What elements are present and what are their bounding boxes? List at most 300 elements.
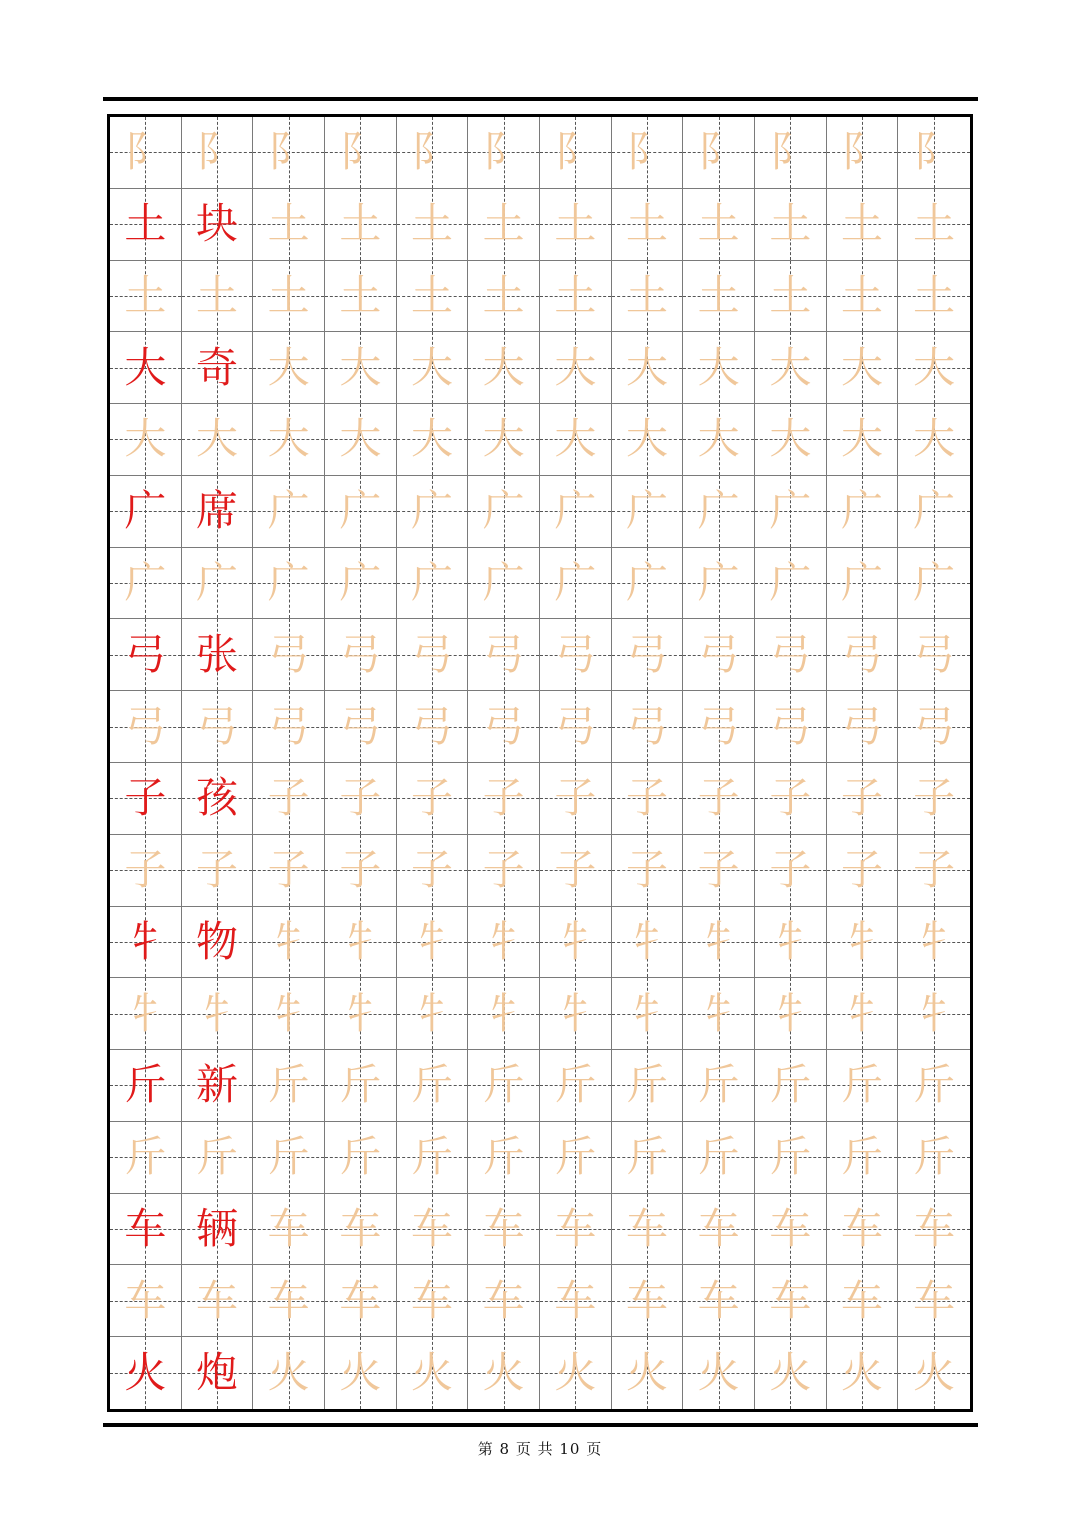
trace-character: 广 <box>697 558 740 608</box>
grid-cell <box>468 978 540 1050</box>
trace-character: 斤 <box>554 1132 597 1182</box>
grid-cell <box>540 332 612 404</box>
grid-cell <box>898 1265 970 1337</box>
grid-cell <box>325 261 397 333</box>
trace-character: 大 <box>840 414 883 464</box>
trace-character: 车 <box>913 1275 956 1325</box>
trace-character: 牜 <box>913 916 956 966</box>
grid-cell <box>468 835 540 907</box>
trace-character: 火 <box>913 1348 956 1398</box>
trace-character: 车 <box>195 1275 238 1325</box>
grid-cell <box>827 907 899 979</box>
trace-character: 弓 <box>267 629 310 679</box>
grid-cell <box>898 1050 970 1122</box>
grid-cell <box>827 763 899 835</box>
trace-character: 牜 <box>482 916 525 966</box>
grid-cell <box>110 261 182 333</box>
grid-cell <box>253 1194 325 1266</box>
trace-character: 车 <box>410 1275 453 1325</box>
trace-character: 牜 <box>195 988 238 1038</box>
trace-character: 车 <box>840 1275 883 1325</box>
trace-character: 牜 <box>339 916 382 966</box>
grid-cell <box>755 332 827 404</box>
grid-cell <box>325 332 397 404</box>
trace-character: 弓 <box>339 701 382 751</box>
trace-character: 子 <box>769 773 812 823</box>
grid-cell <box>612 548 684 620</box>
trace-character: 大 <box>124 414 167 464</box>
grid-cell <box>253 978 325 1050</box>
grid-cell <box>182 907 254 979</box>
trace-character: 车 <box>913 1204 956 1254</box>
trace-character: 车 <box>339 1204 382 1254</box>
trace-character: 弓 <box>769 701 812 751</box>
grid-cell <box>898 548 970 620</box>
grid-cell <box>612 1050 684 1122</box>
grid-cell <box>683 332 755 404</box>
grid-cell <box>612 691 684 763</box>
grid-cell <box>325 1337 397 1409</box>
grid-cell <box>827 619 899 691</box>
trace-character: 土 <box>840 270 883 320</box>
trace-character: 广 <box>124 558 167 608</box>
grid-cell <box>755 691 827 763</box>
trace-character: 子 <box>195 845 238 895</box>
grid-cell <box>468 1122 540 1194</box>
trace-character: 土 <box>697 199 740 249</box>
trace-character: 广 <box>840 486 883 536</box>
trace-character: 广 <box>267 558 310 608</box>
trace-character: 广 <box>410 558 453 608</box>
trace-character: 牜 <box>410 988 453 1038</box>
grid-cell <box>325 691 397 763</box>
trace-character: 广 <box>769 486 812 536</box>
grid-cell <box>755 1194 827 1266</box>
trace-character: 子 <box>124 845 167 895</box>
grid-cell <box>898 476 970 548</box>
trace-character: 广 <box>697 486 740 536</box>
grid-cell <box>612 763 684 835</box>
trace-character: 斤 <box>339 1132 382 1182</box>
trace-character: 子 <box>840 773 883 823</box>
trace-character: 土 <box>124 270 167 320</box>
grid-cell <box>827 835 899 907</box>
grid-cell <box>898 907 970 979</box>
page-number: 第 8 页 共 10 页 <box>477 1440 603 1458</box>
trace-character: 子 <box>697 773 740 823</box>
trace-character: 牜 <box>840 988 883 1038</box>
trace-character: 车 <box>697 1275 740 1325</box>
trace-character: 弓 <box>625 701 668 751</box>
trace-character: 车 <box>482 1275 525 1325</box>
grid-cell <box>898 1337 970 1409</box>
grid-cell <box>325 1194 397 1266</box>
trace-character: 弓 <box>840 629 883 679</box>
trace-character: 广 <box>625 486 668 536</box>
trace-character: 广 <box>482 486 525 536</box>
grid-cell <box>827 1050 899 1122</box>
grid-cell <box>182 1122 254 1194</box>
trace-character: 牜 <box>769 916 812 966</box>
grid-cell <box>397 548 469 620</box>
grid-cell <box>468 1050 540 1122</box>
grid-cell <box>325 476 397 548</box>
grid-cell <box>397 1265 469 1337</box>
grid-cell <box>540 548 612 620</box>
trace-character: 阝 <box>339 127 382 177</box>
trace-character: 牜 <box>410 916 453 966</box>
trace-character: 大 <box>482 414 525 464</box>
trace-character: 广 <box>410 486 453 536</box>
example-word-character: 块 <box>195 199 238 249</box>
trace-character: 广 <box>625 558 668 608</box>
grid-cell <box>540 189 612 261</box>
trace-character: 斤 <box>410 1060 453 1110</box>
grid-cell <box>325 548 397 620</box>
trace-character: 车 <box>697 1204 740 1254</box>
grid-cell <box>253 835 325 907</box>
trace-character: 车 <box>840 1204 883 1254</box>
grid-cell <box>755 763 827 835</box>
grid-cell <box>827 1337 899 1409</box>
trace-character: 牜 <box>913 988 956 1038</box>
trace-character: 阝 <box>913 127 956 177</box>
grid-cell <box>253 907 325 979</box>
trace-character: 车 <box>267 1275 310 1325</box>
example-word-character: 张 <box>195 629 238 679</box>
trace-character: 火 <box>625 1348 668 1398</box>
trace-character: 斤 <box>913 1060 956 1110</box>
trace-character: 车 <box>410 1204 453 1254</box>
grid-cell <box>253 332 325 404</box>
trace-character: 子 <box>339 773 382 823</box>
grid-cell <box>827 189 899 261</box>
trace-character: 牜 <box>554 988 597 1038</box>
trace-character: 子 <box>267 773 310 823</box>
grid-cell <box>397 835 469 907</box>
grid-cell <box>898 1122 970 1194</box>
trace-character: 火 <box>840 1348 883 1398</box>
grid-cell <box>182 404 254 476</box>
model-character: 斤 <box>124 1060 167 1110</box>
grid-cell <box>755 907 827 979</box>
grid-cell <box>182 1265 254 1337</box>
grid-cell <box>182 619 254 691</box>
grid-cell <box>253 476 325 548</box>
grid-cell <box>110 476 182 548</box>
grid-cell <box>683 691 755 763</box>
trace-character: 土 <box>339 270 382 320</box>
grid-cell <box>397 404 469 476</box>
grid-cell <box>397 117 469 189</box>
grid-cell <box>397 332 469 404</box>
trace-character: 阝 <box>840 127 883 177</box>
model-character: 广 <box>124 486 167 536</box>
trace-character: 牜 <box>482 988 525 1038</box>
grid-cell <box>110 619 182 691</box>
trace-character: 阝 <box>769 127 812 177</box>
grid-cell <box>683 1337 755 1409</box>
grid-cell <box>612 261 684 333</box>
trace-character: 牜 <box>124 988 167 1038</box>
trace-character: 弓 <box>554 629 597 679</box>
model-character: 弓 <box>124 629 167 679</box>
trace-character: 广 <box>913 486 956 536</box>
trace-character: 弓 <box>410 629 453 679</box>
trace-character: 土 <box>840 199 883 249</box>
grid-cell <box>755 1050 827 1122</box>
grid-cell <box>540 1265 612 1337</box>
grid-cell <box>182 332 254 404</box>
grid-cell <box>468 332 540 404</box>
trace-character: 牜 <box>697 988 740 1038</box>
trace-character: 子 <box>410 845 453 895</box>
trace-character: 大 <box>410 342 453 392</box>
example-word-character: 席 <box>195 486 238 536</box>
grid-cell <box>397 189 469 261</box>
grid-cell <box>325 404 397 476</box>
grid-cell <box>468 619 540 691</box>
trace-character: 弓 <box>339 629 382 679</box>
trace-character: 车 <box>769 1204 812 1254</box>
grid-cell <box>612 978 684 1050</box>
model-character: 大 <box>124 342 167 392</box>
trace-character: 大 <box>554 414 597 464</box>
trace-character: 广 <box>195 558 238 608</box>
grid-cell <box>755 117 827 189</box>
trace-character: 子 <box>913 845 956 895</box>
trace-character: 大 <box>267 414 310 464</box>
grid-cell <box>540 476 612 548</box>
example-word-character: 孩 <box>195 773 238 823</box>
bottom-rule <box>103 1423 978 1427</box>
model-character: 车 <box>124 1204 167 1254</box>
grid-cell <box>612 1265 684 1337</box>
grid-cell <box>683 1265 755 1337</box>
grid-cell <box>898 189 970 261</box>
grid-cell <box>110 978 182 1050</box>
grid-cell <box>325 763 397 835</box>
grid-cell <box>253 763 325 835</box>
grid-cell <box>325 1265 397 1337</box>
trace-character: 斤 <box>124 1132 167 1182</box>
trace-character: 大 <box>410 414 453 464</box>
grid-cell <box>468 404 540 476</box>
trace-character: 子 <box>625 845 668 895</box>
grid-cell <box>540 907 612 979</box>
grid-cell <box>540 691 612 763</box>
trace-character: 斤 <box>913 1132 956 1182</box>
trace-character: 斤 <box>840 1060 883 1110</box>
example-word-character: 物 <box>195 916 238 966</box>
trace-character: 斤 <box>697 1132 740 1182</box>
grid-cell <box>540 619 612 691</box>
trace-character: 车 <box>482 1204 525 1254</box>
trace-character: 土 <box>769 199 812 249</box>
top-rule <box>103 97 978 101</box>
grid-cell <box>827 261 899 333</box>
grid-cell <box>612 907 684 979</box>
grid-cell <box>110 117 182 189</box>
trace-character: 车 <box>267 1204 310 1254</box>
trace-character: 弓 <box>124 701 167 751</box>
trace-character: 斤 <box>482 1132 525 1182</box>
grid-cell <box>755 835 827 907</box>
grid-cell <box>397 476 469 548</box>
trace-character: 土 <box>554 199 597 249</box>
grid-cell <box>683 261 755 333</box>
grid-cell <box>827 978 899 1050</box>
model-character: 土 <box>124 199 167 249</box>
model-character: 火 <box>124 1348 167 1398</box>
trace-character: 土 <box>482 270 525 320</box>
grid-cell <box>683 404 755 476</box>
grid-cell <box>898 404 970 476</box>
grid-cell <box>827 404 899 476</box>
grid-cell <box>253 189 325 261</box>
trace-character: 广 <box>267 486 310 536</box>
trace-character: 子 <box>913 773 956 823</box>
trace-character: 弓 <box>769 629 812 679</box>
trace-character: 子 <box>625 773 668 823</box>
grid-cell <box>110 1194 182 1266</box>
grid-cell <box>468 1194 540 1266</box>
grid-cell <box>325 907 397 979</box>
trace-character: 广 <box>554 558 597 608</box>
trace-character: 土 <box>339 199 382 249</box>
grid-cell <box>110 404 182 476</box>
trace-character: 弓 <box>482 701 525 751</box>
grid-cell <box>110 1337 182 1409</box>
trace-character: 火 <box>697 1348 740 1398</box>
grid-cell <box>468 907 540 979</box>
grid-cell <box>253 117 325 189</box>
trace-character: 牜 <box>267 988 310 1038</box>
grid-cell <box>110 1122 182 1194</box>
trace-character: 斤 <box>769 1132 812 1182</box>
grid-cell <box>468 261 540 333</box>
grid-cell <box>110 691 182 763</box>
grid-cell <box>253 404 325 476</box>
grid-cell <box>110 189 182 261</box>
grid-cell <box>755 1337 827 1409</box>
grid-cell <box>397 978 469 1050</box>
trace-character: 子 <box>339 845 382 895</box>
trace-character: 斤 <box>482 1060 525 1110</box>
grid-cell <box>612 404 684 476</box>
grid-cell <box>683 476 755 548</box>
trace-character: 斤 <box>769 1060 812 1110</box>
grid-cell <box>182 763 254 835</box>
grid-cell <box>540 1337 612 1409</box>
grid-cell <box>182 1050 254 1122</box>
trace-character: 车 <box>554 1204 597 1254</box>
grid-cell <box>827 332 899 404</box>
trace-character: 斤 <box>554 1060 597 1110</box>
grid-cell <box>683 978 755 1050</box>
grid-cell <box>540 1194 612 1266</box>
trace-character: 阝 <box>267 127 310 177</box>
grid-cell <box>827 117 899 189</box>
grid-cell <box>110 835 182 907</box>
trace-character: 斤 <box>339 1060 382 1110</box>
grid-cell <box>755 978 827 1050</box>
trace-character: 土 <box>554 270 597 320</box>
grid-cell <box>468 476 540 548</box>
grid-cell <box>182 691 254 763</box>
grid-cell <box>612 117 684 189</box>
trace-character: 大 <box>267 342 310 392</box>
grid-cell <box>182 1337 254 1409</box>
grid-cell <box>325 117 397 189</box>
grid-cell <box>755 404 827 476</box>
trace-character: 火 <box>339 1348 382 1398</box>
trace-character: 广 <box>339 558 382 608</box>
grid-cell <box>898 619 970 691</box>
trace-character: 牜 <box>339 988 382 1038</box>
trace-character: 弓 <box>410 701 453 751</box>
trace-character: 弓 <box>913 701 956 751</box>
model-character: 子 <box>124 773 167 823</box>
grid-cell <box>540 1050 612 1122</box>
grid-cell <box>325 619 397 691</box>
grid-cell <box>397 763 469 835</box>
trace-character: 弓 <box>840 701 883 751</box>
trace-character: 大 <box>769 414 812 464</box>
grid-cell <box>468 691 540 763</box>
grid-cell <box>755 619 827 691</box>
trace-character: 子 <box>769 845 812 895</box>
grid-cell <box>612 619 684 691</box>
trace-character: 弓 <box>697 701 740 751</box>
grid-cell <box>827 476 899 548</box>
grid-cell <box>397 1122 469 1194</box>
grid-cell <box>612 476 684 548</box>
trace-character: 大 <box>625 414 668 464</box>
trace-character: 土 <box>913 270 956 320</box>
trace-character: 广 <box>840 558 883 608</box>
grid-cell <box>540 261 612 333</box>
grid-cell <box>325 189 397 261</box>
tianzige-practice-grid <box>107 114 973 1412</box>
trace-character: 土 <box>195 270 238 320</box>
grid-cell <box>683 1122 755 1194</box>
grid-cell <box>325 1122 397 1194</box>
grid-cell <box>397 1337 469 1409</box>
grid-cell <box>110 1050 182 1122</box>
trace-character: 子 <box>410 773 453 823</box>
grid-cell <box>182 835 254 907</box>
grid-cell <box>683 907 755 979</box>
grid-cell <box>540 763 612 835</box>
grid-cell <box>683 1194 755 1266</box>
grid-cell <box>110 1265 182 1337</box>
grid-cell <box>540 404 612 476</box>
grid-cell <box>683 763 755 835</box>
grid-cell <box>468 1265 540 1337</box>
grid-cell <box>540 978 612 1050</box>
grid-cell <box>110 763 182 835</box>
grid-cell <box>253 261 325 333</box>
grid-cell <box>182 978 254 1050</box>
grid-cell <box>612 189 684 261</box>
trace-character: 大 <box>697 414 740 464</box>
trace-character: 斤 <box>410 1132 453 1182</box>
trace-character: 火 <box>554 1348 597 1398</box>
grid-cell <box>898 691 970 763</box>
trace-character: 牜 <box>267 916 310 966</box>
trace-character: 斤 <box>267 1132 310 1182</box>
